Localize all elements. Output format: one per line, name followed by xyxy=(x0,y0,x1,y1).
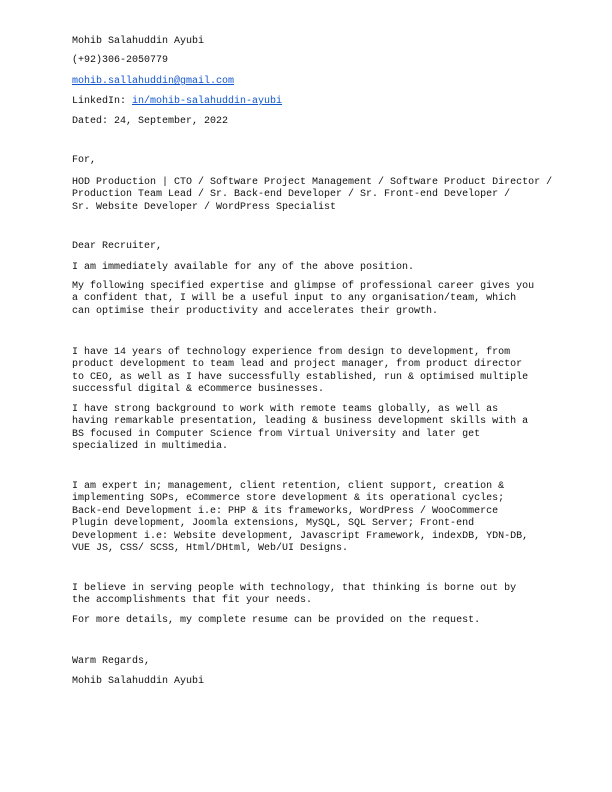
text-line: BS focused in Computer Science from Virtual University and later get xyxy=(72,428,481,440)
paragraph-belief xyxy=(72,583,516,608)
salutation: Dear Recruiter, xyxy=(72,241,163,252)
paragraph-skills xyxy=(72,481,528,555)
text-line: Plugin development, Joomla extensions, MySQL, SQL Server; Front-end xyxy=(72,518,475,530)
email-row xyxy=(72,76,234,88)
paragraph-resume xyxy=(72,615,480,627)
email-link[interactable]: mohib.sallahuddin@gmail.com xyxy=(72,76,235,87)
position-line: Production Team Lead / Sr. Back-end Developer / Sr. Front-end Developer / xyxy=(72,189,511,201)
text-line: I am expert in; management, client retention, client support, creation & xyxy=(72,481,505,492)
text-line: successful digital & eCommerce businesses. xyxy=(72,384,325,396)
text-line: Development i.e: Website development, Javascript Framework, indexDB, YDN-DB, xyxy=(72,530,529,542)
paragraph-expertise-intro xyxy=(72,281,534,318)
closing-regards: Warm Regards, xyxy=(72,656,151,667)
text-line: can optimise their productivity and accelerates their growth. xyxy=(72,305,439,317)
text-line: product development to team lead and project manager, from product director xyxy=(72,359,523,371)
text-line: I am immediately available for any of the above position. xyxy=(72,262,415,273)
text-line: Back-end Development i.e: PHP & its frameworks, WordPress / WooCommerce xyxy=(72,505,499,517)
text-line: I have 14 years of technology experience from design to development, from xyxy=(72,347,511,358)
text-line: to CEO, as well as I have successfully established, run & optimised multiple xyxy=(72,371,529,383)
paragraph-availability xyxy=(72,262,414,274)
text-line: For more details, my complete resume can be provided on the request. xyxy=(72,615,481,626)
text-line: the accomplishments that fit your needs. xyxy=(72,595,313,607)
sender-name: Mohib Salahuddin Ayubi xyxy=(72,36,205,47)
position-line: Sr. Website Developer / WordPress Specialist xyxy=(72,201,337,213)
position-line: HOD Production | CTO / Software Project Management / Software Product Director / xyxy=(72,177,553,188)
text-line: specialized in multimedia. xyxy=(72,441,229,453)
linkedin-label: LinkedIn: xyxy=(72,96,133,107)
text-line: VUE JS, CSS/ SCSS, Html/DHtml, Web/UI Designs. xyxy=(72,542,349,554)
for-label: For, xyxy=(72,155,97,166)
text-line: I believe in serving people with technology, that thinking is borne out by xyxy=(72,583,517,594)
signature-name: Mohib Salahuddin Ayubi xyxy=(72,676,205,687)
sender-phone: (+92)306-2050779 xyxy=(72,55,169,66)
linkedin-row xyxy=(72,96,282,108)
paragraph-background xyxy=(72,404,528,454)
positions xyxy=(72,177,552,214)
text-line: My following specified expertise and glimpse of professional career gives you xyxy=(72,281,535,292)
text-line: having remarkable presentation, leading & business development skills with a xyxy=(72,416,529,428)
text-line: I have strong background to work with remote teams globally, as well as xyxy=(72,404,499,415)
date: Dated: 24, September, 2022 xyxy=(72,116,229,127)
text-line: a confident that, I will be a useful input to any organisation/team, which xyxy=(72,293,517,305)
text-line: implementing SOPs, eCommerce store development & its operational cycles; xyxy=(72,493,505,505)
linkedin-link[interactable]: in/mohib-salahuddin-ayubi xyxy=(132,96,283,107)
paragraph-experience xyxy=(72,347,528,397)
